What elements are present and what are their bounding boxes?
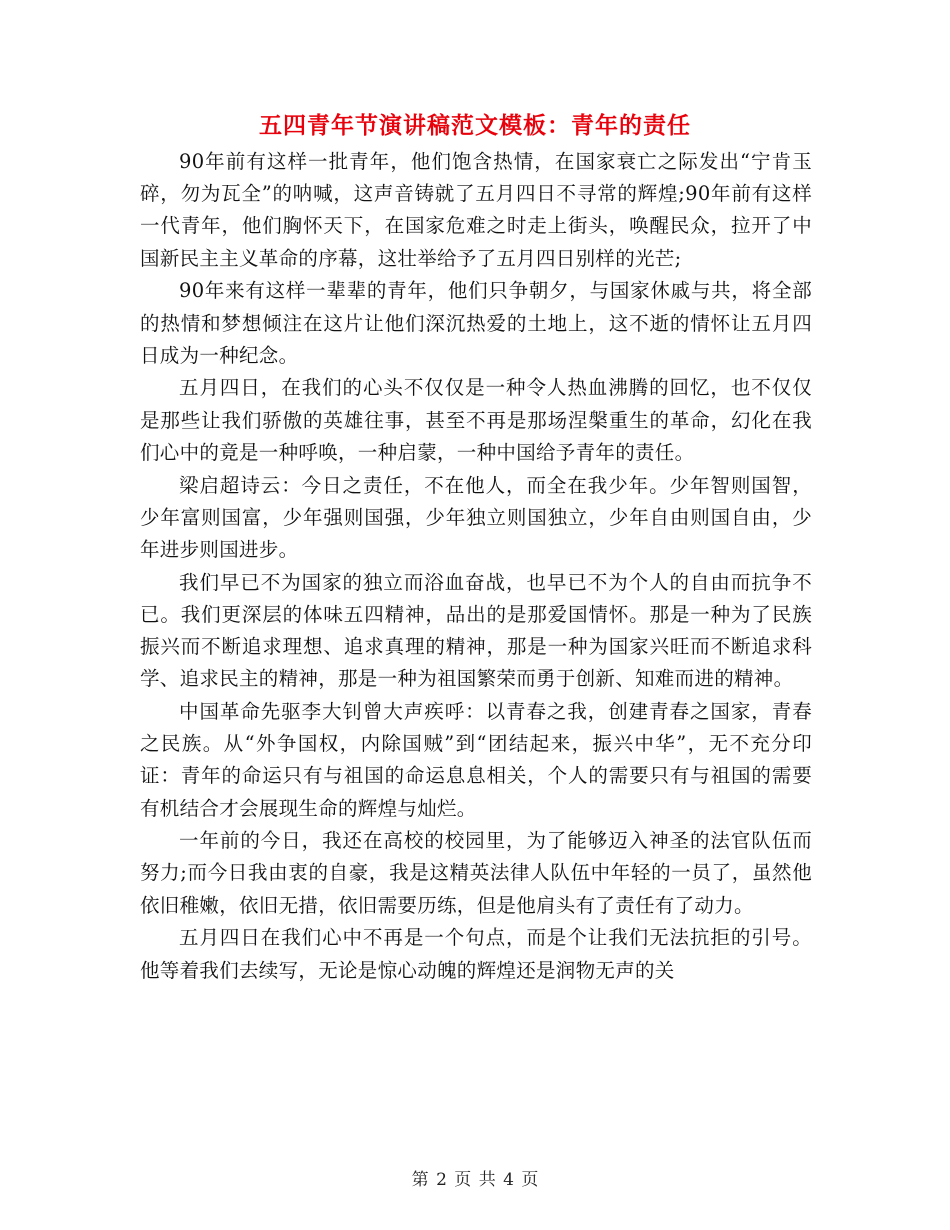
- page-footer: [0, 1168, 950, 1192]
- paragraph: 一年前的今日，我还在高校的校园里，为了能够迈入神圣的法官队伍而努力;而今日我由衷的自豪，我是这精英法律人队伍中年轻的一员了，虽然他依旧稚嫩，依旧无措，依旧需要历练，但是他肩头有了责任有了动力。: [140, 829, 812, 917]
- footer-total-pages: 4: [503, 1170, 514, 1190]
- paragraph: 90年来有这样一辈辈的青年，他们只争朝夕，与国家休戚与共，将全部的热情和梦想倾注在这片让他们深沉热爱的土地上，这不逝的情怀让五月四日成为一种纪念。: [140, 279, 812, 367]
- document-title: 五四青年节演讲稿范文模板：青年的责任: [259, 113, 691, 139]
- paragraph: 中国革命先驱李大钊曾大声疾呼：以青春之我，创建青春之国家，青春之民族。从“外争国权，内除国贼”到“团结起来，振兴中华”，无不充分印证：青年的命运只有与祖国的命运息息相关，个人的需要只有与祖国的需要有机结合才会展现生命的辉煌与灿烂。: [140, 699, 812, 820]
- footer-suffix: 页: [521, 1170, 539, 1190]
- paragraph: 我们早已不为国家的独立而浴血奋战，也早已不为个人的自由而抗争不已。我们更深层的体味五四精神，品出的是那爱国情怀。那是一种为了民族振兴而不断追求理想、追求真理的精神，那是一种为国家兴旺而不断追求科学、追求民主的精神，那是一种为祖国繁荣而勇于创新、知难而进的精神。: [140, 570, 812, 691]
- paragraph: 90年前有这样一批青年，他们饱含热情，在国家衰亡之际发出“宁肯玉碎，勿为瓦全”的呐喊，这声音铸就了五月四日不寻常的辉煌;90年前有这样一代青年，他们胸怀天下，在国家危难之时走上街头，唤醒民众，拉开了中国新民主主义革命的序幕，这壮举给予了五月四日别样的光芒;: [140, 150, 812, 270]
- footer-total-prefix: 共: [478, 1170, 496, 1190]
- footer-page-word: 页: [454, 1170, 472, 1190]
- footer-prefix: 第: [411, 1170, 429, 1190]
- document-body: [140, 146, 812, 987]
- footer-page-number: 2: [436, 1170, 447, 1190]
- paragraph: 五月四日在我们心中不再是一个句点，而是个让我们无法抗拒的引号。他等着我们去续写，无论是惊心动魄的辉煌还是润物无声的关: [140, 926, 812, 982]
- paragraph: 梁启超诗云：今日之责任，不在他人，而全在我少年。少年智则国智，少年富则国富，少年强则国强，少年独立则国独立，少年自由则国自由，少年进步则国进步。: [140, 473, 812, 561]
- paragraph: 五月四日，在我们的心头不仅仅是一种令人热血沸腾的回忆，也不仅仅是那些让我们骄傲的英雄往事，甚至不再是那场涅槃重生的革命，幻化在我们心中的竟是一种呼唤，一种启蒙，一种中国给予青年的责任。: [140, 376, 812, 464]
